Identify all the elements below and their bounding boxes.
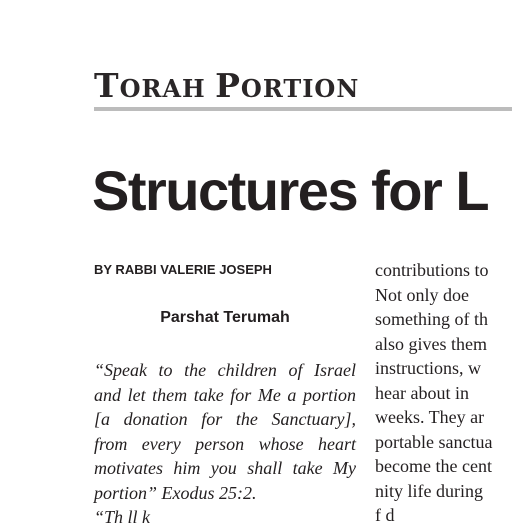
body-line: nity life during	[375, 480, 483, 501]
opening-quote	[94, 358, 356, 530]
section-heading-initial-1: T	[94, 66, 120, 105]
body-line: portable sanctua	[375, 431, 493, 452]
body-line: f d	[375, 505, 395, 525]
body-line: instructions, w	[375, 358, 481, 378]
quote-line: [a donation for the Sanctuary],	[94, 409, 356, 429]
quote-line: portion” Exodus 25:2.	[94, 482, 257, 503]
section-divider	[94, 107, 512, 111]
body-line: something of th	[375, 309, 488, 329]
body-line: hear about in	[375, 382, 469, 403]
body-line: Not only doe	[375, 284, 469, 305]
section-heading-initial-2: P	[215, 66, 241, 105]
quote-line: motivates him you shall take My	[94, 458, 356, 478]
article-headline: Structures for L	[92, 159, 489, 222]
section-heading-word-2: ORTION	[240, 74, 360, 103]
section-heading	[94, 66, 359, 105]
quote-line: and let them take for Me a portion	[94, 384, 356, 405]
body-column-2	[375, 258, 512, 528]
quote-line: “Th ll k	[94, 507, 151, 527]
body-line: contributions to	[375, 260, 489, 280]
parsha-subtitle: Parshat Terumah	[160, 309, 290, 326]
quote-line: “Speak to the children of Israel	[94, 360, 356, 380]
body-line: weeks. They ar	[375, 407, 485, 427]
body-line: become the cent	[375, 456, 492, 476]
quote-line: from every person whose heart	[94, 433, 356, 454]
article-byline: BY RABBI VALERIE JOSEPH	[94, 262, 272, 277]
body-line: also gives them	[375, 333, 487, 354]
section-heading-word-1: ORAH	[119, 74, 206, 103]
